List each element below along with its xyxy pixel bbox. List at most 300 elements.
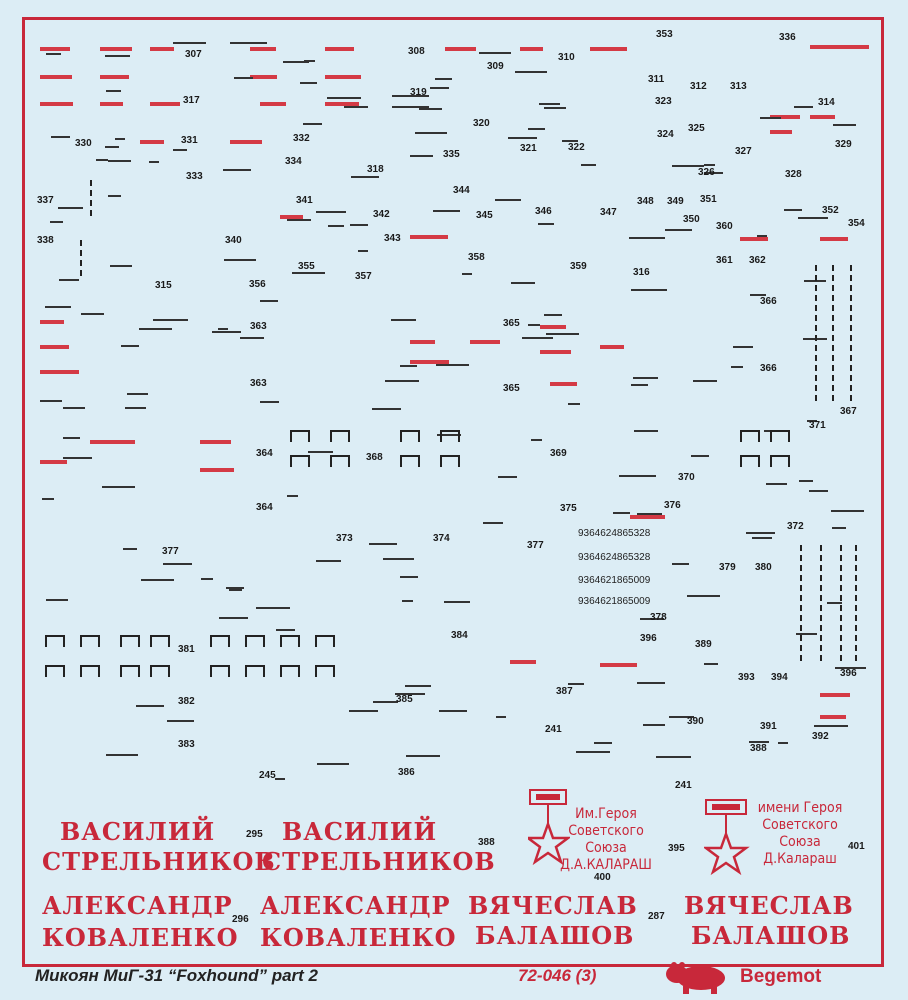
decal-number: 380 [755, 562, 772, 573]
black-stencil-decal [495, 199, 521, 201]
black-stencil-decal [704, 164, 715, 166]
red-stencil-decal [510, 660, 536, 664]
name-vasiliy: ВАСИЛИЙ [282, 817, 438, 846]
black-stencil-decal [350, 224, 368, 226]
black-stencil-decal [224, 259, 256, 261]
red-stencil-decal [550, 382, 577, 386]
black-stencil-decal [531, 439, 542, 441]
black-stencil-decal [544, 107, 566, 109]
black-stencil-decal [317, 763, 349, 765]
bracket-stencil-decal [315, 635, 335, 647]
bracket-stencil-decal [770, 455, 790, 467]
decal-number: 340 [225, 235, 242, 246]
black-stencil-decal [328, 225, 344, 227]
bracket-stencil-decal [280, 665, 300, 677]
red-stencil-decal [600, 345, 624, 349]
black-stencil-decal [139, 328, 172, 330]
black-stencil-decal [544, 314, 562, 316]
red-stencil-decal [200, 440, 231, 444]
walkway-line-decal [80, 240, 82, 280]
black-stencil-decal [308, 451, 333, 453]
black-stencil-decal [693, 380, 717, 382]
decal-number: 358 [468, 252, 485, 263]
decal-number: 377 [527, 540, 544, 551]
black-stencil-decal [439, 710, 467, 712]
black-stencil-decal [81, 313, 104, 315]
decal-number: 309 [487, 61, 504, 72]
black-stencil-decal [59, 279, 79, 281]
name-vyacheslav: ВЯЧЕСЛАВ [468, 891, 638, 920]
red-stencil-decal [410, 235, 448, 239]
black-stencil-decal [691, 455, 709, 457]
decal-number: 351 [700, 194, 717, 205]
decal-number: 353 [656, 29, 673, 40]
black-stencil-decal [483, 522, 503, 524]
decal-number: 366 [760, 296, 777, 307]
black-stencil-decal [656, 756, 691, 758]
black-stencil-decal [275, 778, 285, 780]
black-stencil-decal [51, 136, 70, 138]
black-stencil-decal [127, 393, 148, 395]
decal-number: 320 [473, 118, 490, 129]
black-stencil-decal [430, 87, 449, 89]
black-stencil-decal [63, 457, 92, 459]
bracket-stencil-decal [740, 430, 760, 442]
black-stencil-decal [173, 42, 206, 44]
bracket-stencil-decal [80, 665, 100, 677]
decal-number: 314 [818, 97, 835, 108]
decal-number: 324 [657, 129, 674, 140]
bracket-stencil-decal [120, 665, 140, 677]
dedication-line: имени Героя [757, 800, 843, 816]
bracket-stencil-decal [400, 455, 420, 467]
black-stencil-decal [46, 599, 68, 601]
black-stencil-decal [832, 527, 846, 529]
bracket-stencil-decal [770, 430, 790, 442]
decal-number: 367 [840, 406, 857, 417]
red-stencil-decal [540, 325, 566, 329]
decal-number: 361 [716, 255, 733, 266]
decal-number: 388 [750, 743, 767, 754]
black-stencil-decal [303, 123, 322, 125]
decal-number: 342 [373, 209, 390, 220]
red-stencil-decal [100, 47, 132, 51]
red-stencil-decal [260, 102, 286, 106]
black-stencil-decal [576, 751, 610, 753]
black-stencil-decal [733, 346, 753, 348]
decal-number: 319 [410, 87, 427, 98]
black-stencil-decal [105, 55, 130, 57]
black-stencil-decal [149, 161, 159, 163]
black-stencil-decal [344, 106, 368, 108]
black-stencil-decal [436, 364, 469, 366]
black-stencil-decal [522, 337, 553, 339]
red-stencil-decal [325, 47, 354, 51]
name-balashov: БАЛАШОВ [475, 921, 635, 950]
decal-number: 376 [664, 500, 681, 511]
bracket-stencil-decal [400, 430, 420, 442]
decal-number: 241 [545, 724, 562, 735]
decal-number: 360 [716, 221, 733, 232]
decal-number: 341 [296, 195, 313, 206]
black-stencil-decal [201, 578, 213, 580]
decal-number: 385 [396, 694, 413, 705]
decal-number: 387 [556, 686, 573, 697]
bracket-stencil-decal [245, 665, 265, 677]
decal-number: 365 [503, 383, 520, 394]
black-stencil-decal [40, 400, 62, 402]
black-stencil-decal [402, 600, 413, 602]
decal-number: 372 [787, 521, 804, 532]
black-stencil-decal [287, 219, 311, 221]
decal-number: 393 [738, 672, 755, 683]
decal-number: 365 [503, 318, 520, 329]
black-stencil-decal [528, 128, 545, 130]
red-stencil-decal [410, 340, 435, 344]
red-stencil-decal [520, 47, 543, 51]
red-stencil-decal [250, 75, 277, 79]
dedication-line: Советского [762, 817, 838, 833]
decal-number: 382 [178, 696, 195, 707]
red-stencil-decal [140, 140, 164, 144]
black-stencil-decal [809, 490, 828, 492]
red-stencil-decal [100, 102, 123, 106]
black-stencil-decal [833, 124, 856, 126]
red-stencil-decal [470, 340, 500, 344]
red-stencil-decal [630, 515, 665, 519]
black-stencil-decal [784, 209, 802, 211]
black-stencil-decal [260, 300, 278, 302]
red-stencil-decal [325, 75, 361, 79]
decal-number: 315 [155, 280, 172, 291]
black-stencil-decal [410, 155, 433, 157]
black-stencil-decal [276, 629, 295, 631]
decal-number: 355 [298, 261, 315, 272]
black-stencil-decal [300, 82, 317, 84]
black-stencil-decal [546, 333, 579, 335]
dedication-text [750, 800, 850, 868]
decal-number: 328 [785, 169, 802, 180]
bracket-stencil-decal [150, 635, 170, 647]
decal-number: 296 [232, 914, 249, 925]
decal-number: 369 [550, 448, 567, 459]
black-stencil-decal [256, 607, 290, 609]
red-stencil-decal [100, 75, 129, 79]
bracket-stencil-decal [210, 665, 230, 677]
decal-number: 338 [37, 235, 54, 246]
black-stencil-decal [631, 289, 667, 291]
black-stencil-decal [229, 589, 242, 591]
bracket-stencil-decal [245, 635, 265, 647]
red-stencil-decal [540, 350, 571, 354]
catalog-code: 72-046 (3) [518, 966, 597, 985]
decal-number: 335 [443, 149, 460, 160]
decal-number: 371 [809, 420, 826, 431]
serial-number: 9364621865009 [578, 596, 651, 607]
decal-number: 336 [779, 32, 796, 43]
dedication-line: Советского [568, 823, 644, 839]
black-stencil-decal [594, 742, 612, 744]
red-stencil-decal [40, 47, 70, 51]
black-stencil-decal [167, 720, 194, 722]
decal-number: 359 [570, 261, 587, 272]
decal-number: 310 [558, 52, 575, 63]
black-stencil-decal [385, 380, 419, 382]
decal-number: 318 [367, 164, 384, 175]
decal-number: 245 [259, 770, 276, 781]
black-stencil-decal [794, 106, 813, 108]
black-stencil-decal [766, 483, 787, 485]
brand-name: Begemot [740, 966, 822, 987]
black-stencil-decal [405, 685, 431, 687]
black-stencil-decal [219, 617, 248, 619]
decal-number: 343 [384, 233, 401, 244]
decal-number: 331 [181, 135, 198, 146]
bracket-stencil-decal [120, 635, 140, 647]
bracket-stencil-decal [290, 455, 310, 467]
bracket-stencil-decal [440, 455, 460, 467]
bracket-stencil-decal [330, 455, 350, 467]
name-kovalenko: КОВАЛЕНКО [260, 923, 457, 952]
black-stencil-decal [316, 560, 341, 562]
black-stencil-decal [96, 159, 108, 161]
red-stencil-decal [230, 140, 262, 144]
red-stencil-decal [40, 370, 79, 374]
black-stencil-decal [637, 682, 665, 684]
decal-number: 322 [568, 142, 585, 153]
black-stencil-decal [260, 401, 279, 403]
black-stencil-decal [515, 71, 547, 73]
walkway-line-decal [840, 545, 842, 665]
decal-number: 287 [648, 911, 665, 922]
walkway-line-decal [820, 545, 822, 665]
red-stencil-decal [90, 440, 119, 444]
black-stencil-decal [392, 319, 406, 321]
black-stencil-decal [778, 742, 788, 744]
name-vyacheslav: ВЯЧЕСЛАВ [684, 891, 854, 920]
black-stencil-decal [110, 265, 132, 267]
bracket-stencil-decal [315, 665, 335, 677]
decal-number: 348 [637, 196, 654, 207]
black-stencil-decal [508, 137, 537, 139]
bracket-stencil-decal [290, 430, 310, 442]
black-stencil-decal [108, 160, 131, 162]
bracket-stencil-decal [280, 635, 300, 647]
dedication-line: Союза [779, 834, 821, 850]
black-stencil-decal [351, 176, 379, 178]
black-stencil-decal [102, 486, 135, 488]
bracket-stencil-decal [210, 635, 230, 647]
dedication-line: Им.Героя [575, 806, 637, 822]
decal-number: 356 [249, 279, 266, 290]
name-aleksandr: АЛЕКСАНДР [260, 891, 451, 920]
black-stencil-decal [528, 324, 540, 326]
decal-number: 396 [640, 633, 657, 644]
decal-number: 307 [185, 49, 202, 60]
decal-number: 401 [848, 841, 865, 852]
black-stencil-decal [406, 755, 440, 757]
black-stencil-decal [46, 53, 61, 55]
decal-number: 357 [355, 271, 372, 282]
black-stencil-decal [287, 495, 298, 497]
decal-number: 389 [695, 639, 712, 650]
black-stencil-decal [462, 273, 472, 275]
decal-number: 323 [655, 96, 672, 107]
black-stencil-decal [435, 78, 452, 80]
decal-number: 337 [37, 195, 54, 206]
hippo-logo-icon [665, 960, 735, 994]
red-stencil-decal [770, 130, 792, 134]
decal-number: 332 [293, 133, 310, 144]
decal-number: 311 [648, 74, 665, 85]
serial-number: 9364624865328 [578, 528, 651, 539]
black-stencil-decal [633, 377, 658, 379]
walkway-line-decal [855, 545, 857, 665]
black-stencil-decal [226, 587, 244, 589]
black-stencil-decal [479, 52, 511, 54]
black-stencil-decal [814, 725, 848, 727]
hero-star-medal-icon [704, 798, 750, 876]
black-stencil-decal [619, 475, 656, 477]
black-stencil-decal [400, 576, 418, 578]
serial-number: 9364624865328 [578, 552, 651, 563]
decal-number: 308 [408, 46, 425, 57]
bracket-stencil-decal [740, 455, 760, 467]
red-stencil-decal [820, 715, 846, 719]
walkway-line-decal [850, 265, 852, 405]
black-stencil-decal [752, 537, 772, 539]
name-kovalenko: КОВАЛЕНКО [42, 923, 239, 952]
black-stencil-decal [153, 319, 188, 321]
decal-number: 373 [336, 533, 353, 544]
black-stencil-decal [731, 366, 743, 368]
decal-number: 390 [687, 716, 704, 727]
decal-number: 346 [535, 206, 552, 217]
black-stencil-decal [115, 138, 125, 140]
black-stencil-decal [631, 384, 648, 386]
black-stencil-decal [581, 164, 596, 166]
name-vasiliy: ВАСИЛИЙ [60, 817, 216, 846]
name-aleksandr: АЛЕКСАНДР [42, 891, 233, 920]
black-stencil-decal [173, 149, 187, 151]
decal-number: 381 [178, 644, 195, 655]
black-stencil-decal [45, 306, 71, 308]
bracket-stencil-decal [440, 430, 460, 442]
black-stencil-decal [63, 437, 80, 439]
red-stencil-decal [590, 47, 627, 51]
black-stencil-decal [831, 510, 864, 512]
black-stencil-decal [629, 237, 665, 239]
serial-number: 9364621865009 [578, 575, 651, 586]
black-stencil-decal [304, 60, 315, 62]
red-stencil-decal [200, 468, 234, 472]
decal-number: 362 [749, 255, 766, 266]
decal-number: 392 [812, 731, 829, 742]
decal-number: 386 [398, 767, 415, 778]
black-stencil-decal [106, 754, 138, 756]
decal-number: 375 [560, 503, 577, 514]
black-stencil-decal [223, 169, 251, 171]
decal-number: 317 [183, 95, 200, 106]
red-stencil-decal [600, 663, 637, 667]
decal-number: 345 [476, 210, 493, 221]
decal-number: 329 [835, 139, 852, 150]
decal-number: 384 [451, 630, 468, 641]
black-stencil-decal [240, 337, 264, 339]
decal-number: 333 [186, 171, 203, 182]
decal-number: 349 [667, 196, 684, 207]
decal-number: 364 [256, 502, 273, 513]
black-stencil-decal [123, 548, 137, 550]
black-stencil-decal [125, 407, 146, 409]
black-stencil-decal [50, 221, 63, 223]
black-stencil-decal [372, 408, 401, 410]
black-stencil-decal [292, 272, 325, 274]
decal-number: 241 [675, 780, 692, 791]
black-stencil-decal [568, 403, 580, 405]
black-stencil-decal [349, 710, 378, 712]
name-balashov: БАЛАШОВ [691, 921, 851, 950]
walkway-line-decal [90, 180, 92, 220]
sheet-title: Микоян МиГ-31 “Foxhound” part 2 [35, 966, 318, 985]
decal-number: 312 [690, 81, 707, 92]
red-stencil-decal [250, 47, 276, 51]
decal-number: 378 [650, 612, 667, 623]
decal-number: 313 [730, 81, 747, 92]
black-stencil-decal [665, 229, 692, 231]
dedication-line: Д.Калараш [763, 851, 837, 867]
red-stencil-decal [40, 320, 64, 324]
decal-number: 321 [520, 143, 537, 154]
black-stencil-decal [539, 103, 560, 105]
black-stencil-decal [498, 476, 517, 478]
dedication-line: Д.А.КАЛАРАШ [560, 857, 652, 873]
black-stencil-decal [163, 563, 192, 565]
decal-number: 354 [848, 218, 865, 229]
bracket-stencil-decal [45, 635, 65, 647]
decal-number: 394 [771, 672, 788, 683]
decal-number: 377 [162, 546, 179, 557]
black-stencil-decal [108, 195, 121, 197]
black-stencil-decal [105, 146, 119, 148]
bracket-stencil-decal [150, 665, 170, 677]
black-stencil-decal [637, 513, 662, 515]
black-stencil-decal [369, 543, 397, 545]
black-stencil-decal [634, 430, 658, 432]
black-stencil-decal [106, 90, 121, 92]
black-stencil-decal [613, 512, 630, 514]
black-stencil-decal [415, 132, 447, 134]
black-stencil-decal [687, 595, 720, 597]
black-stencil-decal [704, 663, 718, 665]
black-stencil-decal [746, 532, 775, 534]
bracket-stencil-decal [45, 665, 65, 677]
black-stencil-decal [141, 579, 174, 581]
name-strelnikov: СТРЕЛЬНИКОВ [42, 847, 276, 876]
decal-number: 379 [719, 562, 736, 573]
black-stencil-decal [538, 223, 554, 225]
black-stencil-decal [212, 331, 241, 333]
black-stencil-decal [419, 108, 442, 110]
red-stencil-decal [830, 45, 869, 49]
black-stencil-decal [316, 211, 346, 213]
black-stencil-decal [136, 705, 164, 707]
black-stencil-decal [400, 365, 417, 367]
decal-number: 327 [735, 146, 752, 157]
dedication-text [560, 806, 652, 874]
dedication-line: Союза [585, 840, 627, 856]
bracket-stencil-decal [330, 430, 350, 442]
